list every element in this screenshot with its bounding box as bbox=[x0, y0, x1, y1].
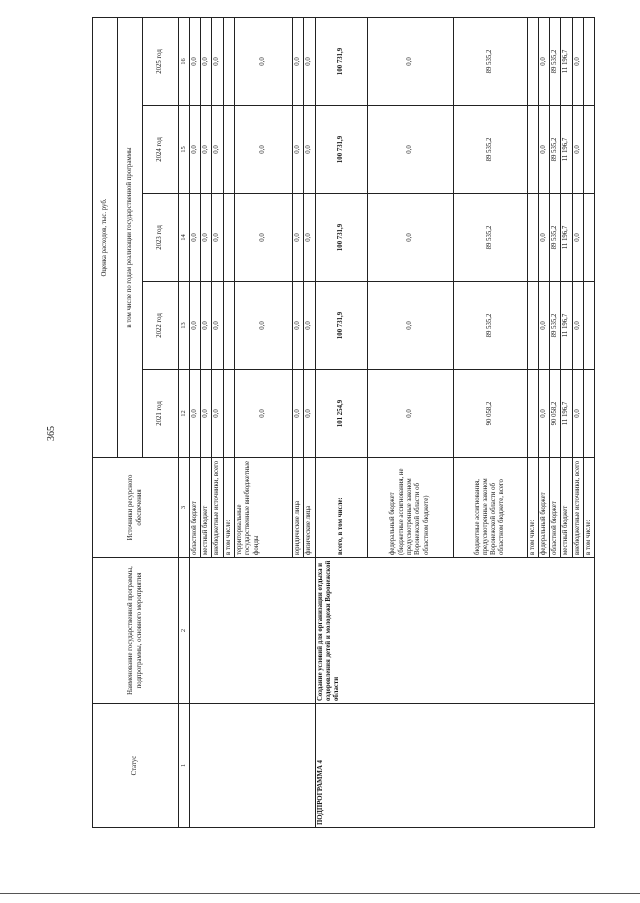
value-cell: 11 196,7 bbox=[561, 17, 572, 105]
value-cell-empty bbox=[527, 17, 538, 105]
value-cell: 11 196,7 bbox=[561, 370, 572, 458]
value-cell: 0,0 bbox=[189, 194, 200, 282]
value-cell-empty bbox=[223, 194, 234, 282]
source-cell: внебюджетные источники, всего bbox=[212, 458, 223, 558]
value-cell: 11 196,7 bbox=[561, 194, 572, 282]
value-cell: 0,0 bbox=[189, 282, 200, 370]
value-cell: 0,0 bbox=[201, 106, 212, 194]
status-header: Статус bbox=[93, 704, 179, 828]
year-header: 2022 год bbox=[143, 282, 179, 370]
value-cell-empty bbox=[527, 106, 538, 194]
bottom-rule bbox=[0, 893, 640, 894]
column-index: 13 bbox=[179, 282, 190, 370]
value-cell: 0,0 bbox=[367, 106, 453, 194]
value-cell: 89 535,2 bbox=[550, 282, 561, 370]
funding-source-header: Источники ресурсного обеспечения bbox=[93, 458, 179, 558]
page-number: 365 bbox=[46, 426, 57, 441]
value-cell: 0,0 bbox=[572, 17, 583, 105]
value-cell: 0,0 bbox=[538, 370, 549, 458]
column-index-row bbox=[179, 17, 190, 827]
value-cell: 0,0 bbox=[538, 106, 549, 194]
table-row bbox=[189, 17, 200, 827]
value-cell: 0,0 bbox=[538, 194, 549, 282]
value-cell-empty bbox=[584, 17, 595, 105]
value-cell: 0,0 bbox=[304, 106, 315, 194]
source-cell: территориальные государственные внебюджетные фонды bbox=[235, 458, 293, 558]
value-cell: 89 535,2 bbox=[453, 106, 527, 194]
value-cell-empty bbox=[584, 106, 595, 194]
value-cell: 0,0 bbox=[293, 370, 304, 458]
value-cell: 0,0 bbox=[189, 17, 200, 105]
value-cell-empty bbox=[223, 17, 234, 105]
value-cell: 0,0 bbox=[201, 194, 212, 282]
column-index: 15 bbox=[179, 106, 190, 194]
value-cell: 0,0 bbox=[212, 17, 223, 105]
value-cell-empty bbox=[584, 282, 595, 370]
value-cell-empty bbox=[527, 282, 538, 370]
value-cell: 0,0 bbox=[293, 106, 304, 194]
source-cell: юридические лица bbox=[293, 458, 304, 558]
column-index: 16 bbox=[179, 17, 190, 105]
value-cell: 0,0 bbox=[367, 194, 453, 282]
source-cell: всего, в том числе: bbox=[315, 458, 367, 558]
value-cell: 0,0 bbox=[212, 194, 223, 282]
value-cell: 11 196,7 bbox=[561, 282, 572, 370]
value-cell: 0,0 bbox=[201, 17, 212, 105]
value-cell: 0,0 bbox=[235, 282, 293, 370]
value-cell: 0,0 bbox=[304, 282, 315, 370]
source-cell: в том числе: bbox=[584, 458, 595, 558]
value-cell-empty bbox=[223, 282, 234, 370]
header-row-1 bbox=[93, 17, 118, 827]
source-cell: местный бюджет bbox=[201, 458, 212, 558]
source-cell: в том числе: bbox=[527, 458, 538, 558]
value-cell: 0,0 bbox=[235, 194, 293, 282]
value-cell: 90 058,2 bbox=[550, 370, 561, 458]
by-years-header: в том числе по годам реализации государственной программы bbox=[118, 17, 143, 457]
value-cell: 0,0 bbox=[293, 282, 304, 370]
budget-table bbox=[92, 17, 595, 828]
value-cell-empty bbox=[584, 194, 595, 282]
status-cell-empty bbox=[189, 704, 315, 828]
column-index: 14 bbox=[179, 194, 190, 282]
value-cell: 100 731,9 bbox=[315, 106, 367, 194]
subprogram-total-row bbox=[315, 17, 367, 827]
source-cell: физические лица bbox=[304, 458, 315, 558]
value-cell: 100 731,9 bbox=[315, 17, 367, 105]
value-cell-empty bbox=[223, 106, 234, 194]
value-cell: 0,0 bbox=[235, 106, 293, 194]
value-cell: 0,0 bbox=[538, 282, 549, 370]
value-cell: 0,0 bbox=[572, 370, 583, 458]
source-cell: областной бюджет bbox=[189, 458, 200, 558]
year-header: 2021 год bbox=[143, 370, 179, 458]
source-cell: федеральный бюджет bbox=[538, 458, 549, 558]
value-cell: 0,0 bbox=[367, 370, 453, 458]
source-cell: в том числе: bbox=[223, 458, 234, 558]
value-cell: 89 535,2 bbox=[453, 194, 527, 282]
value-cell: 101 254,9 bbox=[315, 370, 367, 458]
value-cell: 0,0 bbox=[201, 282, 212, 370]
value-cell: 0,0 bbox=[212, 282, 223, 370]
value-cell: 0,0 bbox=[201, 370, 212, 458]
source-cell: внебюджетные источники, всего bbox=[572, 458, 583, 558]
value-cell-empty bbox=[223, 370, 234, 458]
value-cell: 0,0 bbox=[304, 370, 315, 458]
column-index: 12 bbox=[179, 370, 190, 458]
column-index: 3 bbox=[179, 458, 190, 558]
value-cell: 0,0 bbox=[572, 194, 583, 282]
value-cell: 0,0 bbox=[212, 106, 223, 194]
value-cell: 11 196,7 bbox=[561, 106, 572, 194]
value-cell: 89 535,2 bbox=[550, 194, 561, 282]
source-cell: федеральный бюджет (бюджетные ассигнования, не предусмотренные законом Воронежской области об областном бюджете) bbox=[367, 458, 453, 558]
value-cell: 89 535,2 bbox=[550, 106, 561, 194]
value-cell: 90 058,2 bbox=[453, 370, 527, 458]
name-cell-empty bbox=[189, 558, 315, 704]
value-cell: 89 535,2 bbox=[453, 282, 527, 370]
year-header: 2024 год bbox=[143, 106, 179, 194]
subprogram-status: ПОДПРОГРАММА 4 bbox=[315, 704, 595, 828]
source-cell: бюджетные ассигнования, предусмотренные законом Воронежской области об областном бюджете, всего bbox=[453, 458, 527, 558]
value-cell: 0,0 bbox=[189, 106, 200, 194]
value-cell: 89 535,2 bbox=[550, 17, 561, 105]
column-index: 2 bbox=[179, 558, 190, 704]
value-cell-empty bbox=[527, 194, 538, 282]
value-cell: 0,0 bbox=[293, 17, 304, 105]
value-cell: 0,0 bbox=[367, 17, 453, 105]
value-cell: 100 731,9 bbox=[315, 282, 367, 370]
value-cell: 0,0 bbox=[212, 370, 223, 458]
value-cell: 0,0 bbox=[572, 282, 583, 370]
subprogram-name: Создание условий для организации отдыха и оздоровления детей и молодежи Воронежской области bbox=[315, 558, 595, 704]
value-cell: 100 731,9 bbox=[315, 194, 367, 282]
value-cell: 0,0 bbox=[304, 17, 315, 105]
value-cell: 0,0 bbox=[572, 106, 583, 194]
program-name-header: Наименование государственной программы, подпрограммы, основного мероприятия bbox=[93, 558, 179, 704]
value-cell: 0,0 bbox=[235, 17, 293, 105]
source-cell: областной бюджет bbox=[550, 458, 561, 558]
value-cell: 89 535,2 bbox=[453, 17, 527, 105]
source-cell: местный бюджет bbox=[561, 458, 572, 558]
value-cell: 0,0 bbox=[538, 17, 549, 105]
value-cell: 0,0 bbox=[235, 370, 293, 458]
budget-table-rotated bbox=[92, 18, 602, 828]
value-cell: 0,0 bbox=[304, 194, 315, 282]
value-cell: 0,0 bbox=[293, 194, 304, 282]
year-header: 2025 год bbox=[143, 17, 179, 105]
value-cell: 0,0 bbox=[367, 282, 453, 370]
value-cell-empty bbox=[584, 370, 595, 458]
value-cell-empty bbox=[527, 370, 538, 458]
expenses-header: Оценка расходов, тыс. руб. bbox=[93, 17, 118, 457]
column-index: 1 bbox=[179, 704, 190, 828]
year-header: 2023 год bbox=[143, 194, 179, 282]
value-cell: 0,0 bbox=[189, 370, 200, 458]
